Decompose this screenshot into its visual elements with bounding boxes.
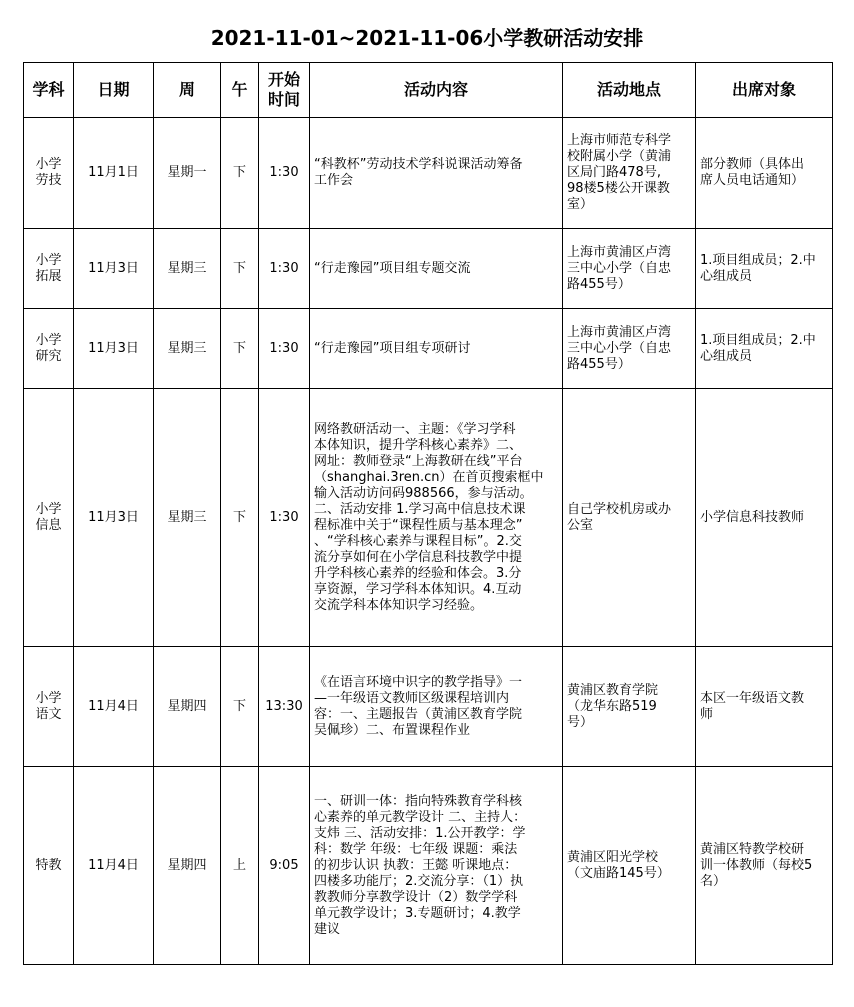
attendees-cell: 1.项目组成员；2.中 心组成员 — [696, 229, 833, 309]
location-cell: 上海市黄浦区卢湾 三中心小学（自忠 路455号） — [563, 309, 696, 389]
header-weekday: 周 — [154, 63, 221, 118]
header-period: 午 — [221, 63, 259, 118]
date-cell: 11月4日 — [74, 647, 154, 767]
weekday-cell: 星期三 — [154, 229, 221, 309]
weekday-cell: 星期四 — [154, 647, 221, 767]
subject-cell: 小学 信息 — [24, 389, 74, 647]
time-cell: 1:30 — [259, 229, 310, 309]
weekday-cell: 星期三 — [154, 309, 221, 389]
location-cell: 上海市师范专科学 校附属小学（黄浦 区局门路478号, 98楼5楼公开课教 室） — [563, 118, 696, 229]
location-cell: 自己学校机房或办 公室 — [563, 389, 696, 647]
schedule-table — [23, 62, 833, 965]
attendees-cell: 小学信息科技教师 — [696, 389, 833, 647]
period-cell: 下 — [221, 118, 259, 229]
subject-cell: 小学 语文 — [24, 647, 74, 767]
subject-cell: 小学 拓展 — [24, 229, 74, 309]
attendees-cell: 本区一年级语文教 师 — [696, 647, 833, 767]
content-cell: “行走豫园”项目组专题交流 — [310, 229, 563, 309]
header-row — [24, 63, 833, 118]
header-subject: 学科 — [24, 63, 74, 118]
period-cell: 下 — [221, 647, 259, 767]
table-row — [24, 389, 833, 647]
date-cell: 11月3日 — [74, 229, 154, 309]
table-row — [24, 118, 833, 229]
time-cell: 9:05 — [259, 767, 310, 965]
subject-cell: 特教 — [24, 767, 74, 965]
weekday-cell: 星期四 — [154, 767, 221, 965]
weekday-cell: 星期一 — [154, 118, 221, 229]
period-cell: 上 — [221, 767, 259, 965]
weekday-cell: 星期三 — [154, 389, 221, 647]
header-attendees: 出席对象 — [696, 63, 833, 118]
content-cell: “科教杯”劳动技术学科说课活动筹备 工作会 — [310, 118, 563, 229]
period-cell: 下 — [221, 309, 259, 389]
location-cell: 黄浦区教育学院 （龙华东路519 号） — [563, 647, 696, 767]
time-cell: 1:30 — [259, 309, 310, 389]
content-cell: 一、研训一体：指向特殊教育学科核 心素养的单元教学设计 二、主持人： 支炜 三、活动安排：1.公开教学：学 科：数学 年级：七年级 课题：乘法 的初步认识 执教：王懿 听课地点： 四楼多功能厅；2.交流分享：（1）执 教教师分享教学设计（2）数学学科 单元教学设计；3.专题研讨；4.教学 建议 — [310, 767, 563, 965]
content-cell: “行走豫园”项目组专项研讨 — [310, 309, 563, 389]
page-title: 2021-11-01~2021-11-06小学教研活动安排 — [210, 26, 644, 50]
date-cell: 11月3日 — [74, 309, 154, 389]
date-cell: 11月3日 — [74, 389, 154, 647]
header-start-time: 开始 时间 — [259, 63, 310, 118]
date-cell: 11月4日 — [74, 767, 154, 965]
time-cell: 13:30 — [259, 647, 310, 767]
table-row — [24, 647, 833, 767]
attendees-cell: 部分教师（具体出 席人员电话通知） — [696, 118, 833, 229]
content-cell: 网络教研活动一、主题：《学习学科 本体知识，提升学科核心素养》二、 网址：教师登录“上海教研在线”平台 （shanghai.3ren.cn）在首页搜索框中 输入活动访问码988566，参与活动。 二、活动安排 1.学习高中信息技术课 程标准中关于“课程性质与基本理念” 、“学科核心素养与课程目标”。2.交 流分享如何在小学信息科技教学中提 升学科核心素养的经验和体会。3.分 享资源，学习学科本体知识。4.互动 交流学科本体知识学习经验。 — [310, 389, 563, 647]
location-cell: 上海市黄浦区卢湾 三中心小学（自忠 路455号） — [563, 229, 696, 309]
table-row — [24, 229, 833, 309]
content-cell: 《在语言环境中识字的教学指导》一 —一年级语文教师区级课程培训内 容：一、主题报告（黄浦区教育学院 吴佩珍）二、布置课程作业 — [310, 647, 563, 767]
location-cell: 黄浦区阳光学校 （文庙路145号） — [563, 767, 696, 965]
period-cell: 下 — [221, 389, 259, 647]
time-cell: 1:30 — [259, 118, 310, 229]
period-cell: 下 — [221, 229, 259, 309]
subject-cell: 小学 研究 — [24, 309, 74, 389]
header-date: 日期 — [74, 63, 154, 118]
attendees-cell: 1.项目组成员；2.中 心组成员 — [696, 309, 833, 389]
date-cell: 11月1日 — [74, 118, 154, 229]
table-row — [24, 767, 833, 965]
table-row — [24, 309, 833, 389]
time-cell: 1:30 — [259, 389, 310, 647]
attendees-cell: 黄浦区特教学校研 训一体教师（每校5 名） — [696, 767, 833, 965]
header-location: 活动地点 — [563, 63, 696, 118]
header-content: 活动内容 — [310, 63, 563, 118]
subject-cell: 小学 劳技 — [24, 118, 74, 229]
